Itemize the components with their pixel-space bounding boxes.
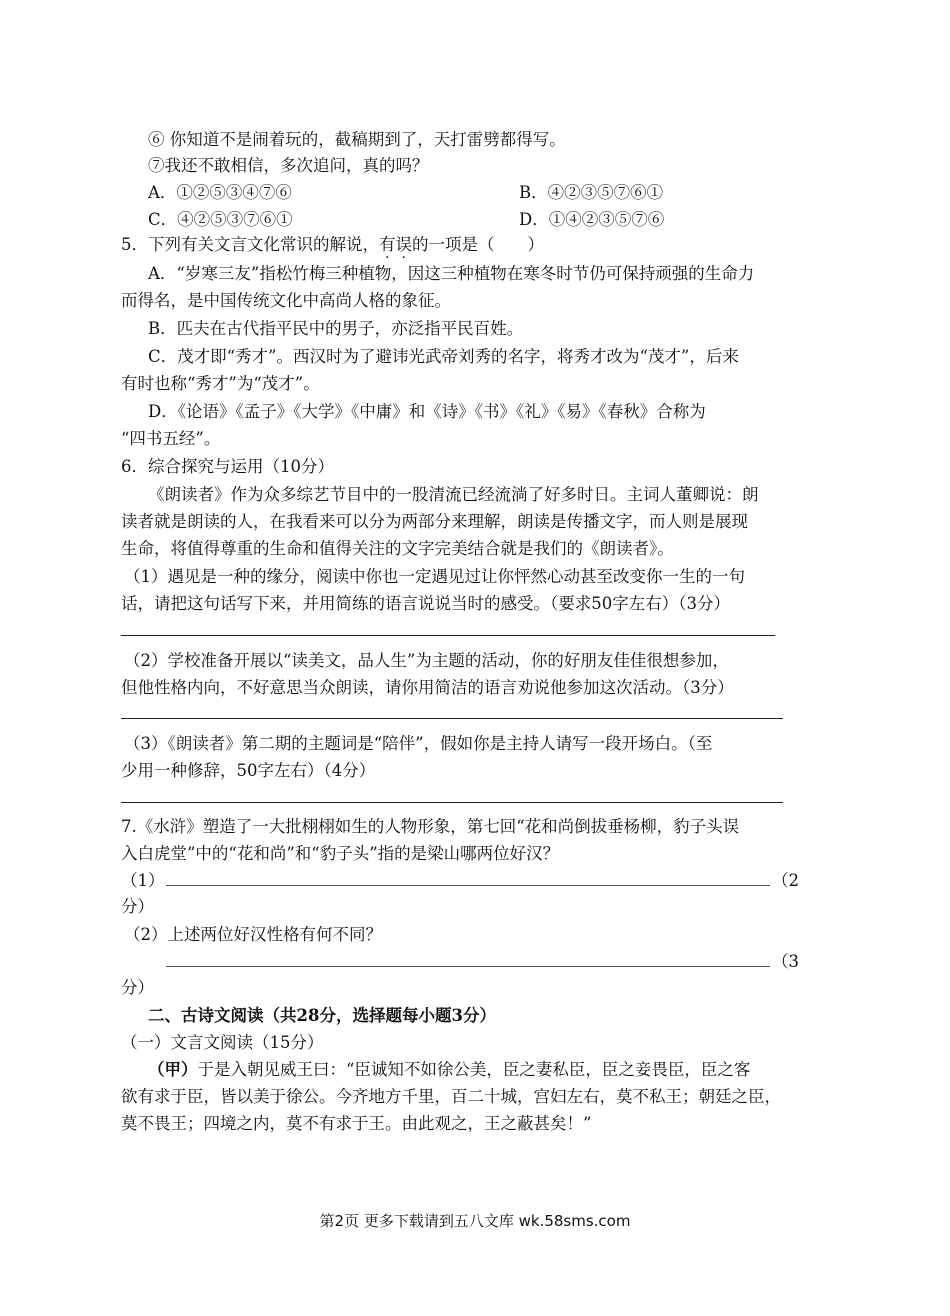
q6-part1-line1: （1）遇见是一种的缘分，阅读中你也一定遇见过让你怦然心动甚至改变你一生的一句 — [124, 567, 745, 586]
q7-stem-line2: 入白虎堂”中的“花和尚”和“豹子头”指的是梁山哪两位好汉？ — [121, 844, 560, 863]
q5-stem — [121, 234, 544, 256]
q5-option-d-line1: D．《论语》《孟子》《大学》《中庸》和《诗》《书》《礼》《易》《春秋》合称为 — [148, 402, 706, 421]
q6-part2-line2: 但他性格内向，不好意思当众朗读，请你用简洁的语言劝说他参加这次活动。（3分） — [121, 678, 734, 697]
q5-emphasis-2: 误 — [395, 235, 412, 254]
passage-jia-text1: 于是入朝见威王曰：“臣诚知不如徐公美，臣之妻私臣，臣之妾畏臣，臣之客 — [197, 1060, 751, 1079]
q5-emphasis-1: 有 — [379, 235, 396, 254]
q4-sentence-6: ⑥ 你知道不是闹着玩的，截稿期到了，天打雷劈都得写。 — [148, 130, 566, 149]
q5-stem-pre: 5．下列有关文言文化常识的解说， — [121, 235, 379, 254]
q4-option-b: B．④②③⑤⑦⑥① — [519, 183, 664, 202]
section2-subsection1: （一）文言文阅读（15分） — [121, 1033, 324, 1052]
q5-option-a-line1: A．“岁寒三友”指松竹梅三种植物，因这三种植物在寒冬时节仍可保持顽强的生命力 — [148, 264, 755, 283]
section2-title: 二、古诗文阅读（共28分，选择题每小题3分） — [148, 1006, 496, 1025]
q7-part1-answer-line[interactable] — [166, 885, 770, 886]
q7-part2-answer-line[interactable] — [166, 966, 770, 967]
q6-part2-answer-line[interactable] — [121, 718, 783, 719]
q5-option-c-line1: C．茂才即“秀才”。西汉时为了避讳光武帝刘秀的名字，将秀才改为“茂才”，后来 — [148, 347, 739, 366]
q7-part2-score-b: 分） — [121, 978, 154, 997]
q4-sentence-7: ⑦我还不敢相信，多次追问，真的吗？ — [148, 156, 429, 175]
q7-part1-score-a: （2 — [772, 871, 799, 890]
passage-jia-line1 — [148, 1059, 750, 1081]
q6-title: 6．综合探究与运用（10分） — [121, 457, 334, 476]
q6-part1-answer-line[interactable] — [121, 635, 775, 636]
q7-part1-score-b: 分） — [121, 897, 154, 916]
passage-jia-line2: 欲有求于臣，皆以美于徐公。今齐地方千里，百二十城，宫妇左右，莫不私王；朝廷之臣， — [121, 1087, 781, 1106]
q5-option-b: B．匹夫在古代指平民中的男子，亦泛指平民百姓。 — [148, 319, 524, 338]
q7-part1-label: （1） — [121, 871, 165, 890]
q6-part3-answer-line[interactable] — [121, 802, 783, 803]
passage-jia-line3: 莫不畏王；四境之内，莫不有求于王。由此观之，王之蔽甚矣！” — [121, 1114, 592, 1133]
q6-part3-line1: （3）《朗读者》第二期的主题词是“陪伴”，假如你是主持人请写一段开场白。（至 — [124, 734, 713, 753]
q6-part3-line2: 少用一种修辞，50字左右）（4分） — [121, 761, 376, 780]
q6-part2-line1: （2）学校准备开展以“读美文，品人生”为主题的活动，你的好朋友佳佳很想参加， — [124, 651, 729, 670]
q6-part1-line2: 话，请把这句话写下来，并用简练的语言说说当时的感受。（要求50字左右）（3分） — [121, 594, 730, 613]
passage-jia-label: （甲） — [148, 1060, 198, 1079]
q5-option-c-line2: 有时也称“秀才”为“茂才”。 — [121, 374, 320, 393]
q5-option-d-line2: “四书五经”。 — [121, 429, 221, 448]
q5-stem-post: 的一项是（ ） — [412, 235, 544, 254]
page-footer: 第2页 更多下载请到五八文库 wk.58sms.com — [319, 1212, 631, 1230]
q4-option-a: A．①②⑤③④⑦⑥ — [148, 183, 292, 202]
q4-option-c: C．④②⑤③⑦⑥① — [148, 210, 293, 229]
q4-option-d: D．①④②③⑤⑦⑥ — [519, 210, 665, 229]
q6-intro-line3: 生命，将值得尊重的生命和值得关注的文字完美结合就是我们的《朗读者》。 — [121, 539, 674, 558]
q7-stem-line1: 7.《水浒》塑造了一大批栩栩如生的人物形象，第七回“花和尚倒拔垂杨柳，豹子头误 — [121, 817, 740, 836]
q7-part2-score-a: （3 — [772, 952, 799, 971]
q7-part2-question: （2）上述两位好汉性格有何不同？ — [124, 925, 382, 944]
q6-intro-line2: 读者就是朗读的人，在我看来可以分为两部分来理解，朗读是传播文字，而人则是展现 — [121, 512, 748, 531]
q5-option-a-line2: 而得名，是中国传统文化中高尚人格的象征。 — [121, 291, 451, 310]
q6-intro-line1: 《朗读者》作为众多综艺节目中的一股清流已经流淌了好多时日。主词人董卿说：朗 — [148, 485, 759, 504]
